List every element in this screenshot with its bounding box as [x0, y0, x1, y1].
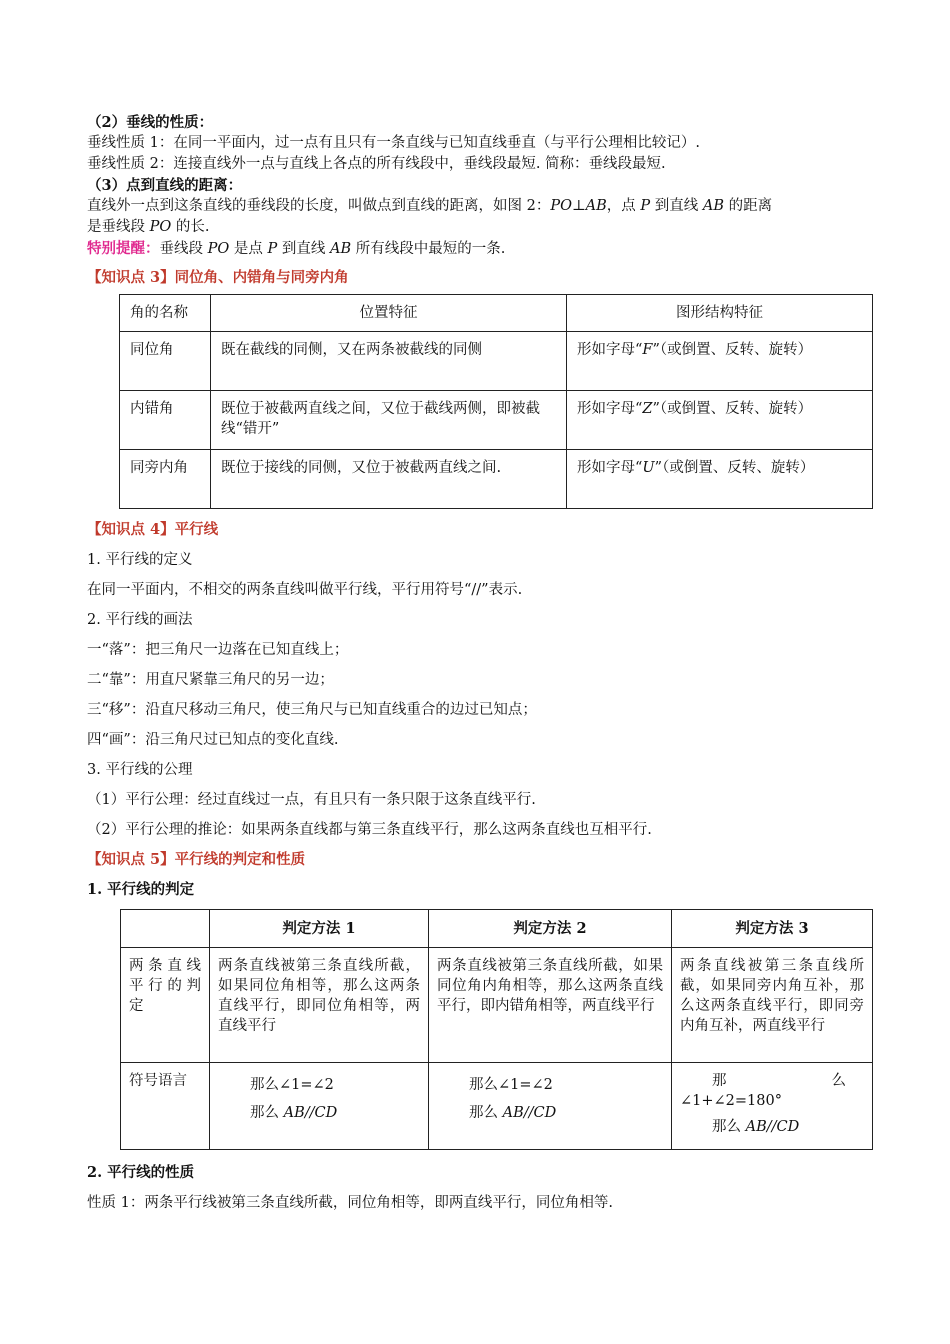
row-label: 两条直线平行的判定: [121, 948, 210, 1063]
distance-heading: （3）点到直线的距离：: [87, 177, 243, 194]
angle-name: 内错角: [120, 391, 211, 450]
draw-step: 四“画”：沿三角尺过已知点的变化直线.: [87, 732, 339, 748]
angle-position: 既在截线的同侧，又在两条被截线的同侧: [211, 332, 567, 391]
symbol-condition-line1: 那 么: [712, 1073, 846, 1089]
kp4-def-title: 1. 平行线的定义: [87, 552, 193, 568]
table-header: 图形结构特征: [567, 295, 873, 332]
kp5-judge-title: 1. 平行线的判定: [87, 881, 195, 898]
angle-shape: 形如字母“Z”（或倒置、反转、旋转）: [567, 391, 873, 450]
draw-step: 二“靠”：用直尺紧靠三角尺的另一边；: [87, 672, 334, 688]
draw-step: 三“移”：沿直尺移动三角尺，使三角尺与已知直线重合的边过已知点；: [87, 702, 537, 718]
symbol-conclusion: 那么 AB//CD: [250, 1105, 338, 1121]
kp5-prop-title: 2. 平行线的性质: [87, 1164, 195, 1181]
judge-method-text: 两条直线被第三条直线所截，如果同位角相等，那么这两条直线平行，即同位角相等，两直线平行: [210, 948, 429, 1063]
angle-position: 既位于被截两直线之间，又位于截线两侧，即被截线“错开”: [211, 391, 567, 450]
table-row: [121, 948, 873, 1063]
perp-property-1: 垂线性质 1：在同一平面内，过一点有且只有一条直线与已知直线垂直（与平行公理相比较记）.: [87, 135, 700, 151]
judgement-table: [120, 909, 873, 1150]
distance-text-line1: 直线外一点到这条直线的垂线段的长度，叫做点到直线的距离，如图 2：PO⊥AB，点 P 到直线 AB 的距离: [87, 198, 773, 214]
perp-property-2: 垂线性质 2：连接直线外一点与直线上各点的所有线段中，垂线段最短. 简称：垂线段最短.: [87, 156, 666, 172]
kp4-draw-title: 2. 平行线的画法: [87, 612, 193, 628]
symbol-condition: 那么∠1=∠2: [469, 1077, 553, 1093]
symbol-cell: [672, 1063, 873, 1150]
kp4-def-text: 在同一平面内，不相交的两条直线叫做平行线，平行用符号“//”表示.: [87, 582, 523, 598]
kp4-axiom-1: （1）平行公理：经过直线过一点，有且只有一条只限于这条直线平行.: [87, 792, 536, 808]
kp5-prop-1: 性质 1：两条平行线被第三条直线所截，同位角相等，即两直线平行，同位角相等.: [87, 1195, 613, 1211]
kp5-title: 【知识点 5】平行线的判定和性质: [87, 851, 306, 868]
judge-method-text: 两条直线被第三条直线所截，如果同位角内角相等，那么这两条直线平行，即内错角相等，两直线平行: [429, 948, 672, 1063]
judge-method-text: 两条直线被第三条直线所截，如果同旁内角互补，那么这两条直线平行，即同旁内角互补，两直线平行: [672, 948, 873, 1063]
symbol-cell: [210, 1063, 429, 1150]
symbol-cell: [429, 1063, 672, 1150]
table-header: 角的名称: [120, 295, 211, 332]
kp4-title: 【知识点 4】平行线: [87, 521, 219, 538]
kp4-axiom-title: 3. 平行线的公理: [87, 762, 193, 778]
table-row: [120, 391, 873, 450]
document-page: [87, 112, 873, 1218]
angle-shape: 形如字母“U”（或倒置、反转、旋转）: [567, 450, 873, 509]
angle-position: 既位于接线的同侧，又位于被截两直线之间.: [211, 450, 567, 509]
perp-property-heading: （2）垂线的性质：: [87, 114, 214, 131]
symbol-condition: 那么∠1=∠2: [250, 1077, 334, 1093]
table-row: [121, 1063, 873, 1150]
table-row: [120, 450, 873, 509]
symbol-condition-line2: ∠1+∠2=180°: [680, 1093, 782, 1109]
distance-text-line2: 是垂线段 PO 的长.: [87, 219, 210, 235]
angle-name: 同旁内角: [120, 450, 211, 509]
table-header: [121, 910, 210, 948]
symbol-conclusion: 那么 AB//CD: [712, 1119, 800, 1135]
table-header: 判定方法 3: [672, 910, 873, 948]
table-header: 判定方法 1: [210, 910, 429, 948]
symbol-conclusion: 那么 AB//CD: [469, 1105, 557, 1121]
table-row: [120, 332, 873, 391]
row-label: 符号语言: [121, 1063, 210, 1150]
special-tip: 特别提醒：垂线段 PO 是点 P 到直线 AB 所有线段中最短的一条.: [87, 240, 506, 257]
table-header: 判定方法 2: [429, 910, 672, 948]
angle-name: 同位角: [120, 332, 211, 391]
draw-step: 一“落”：把三角尺一边落在已知直线上；: [87, 642, 349, 658]
table-header-row: [121, 910, 873, 948]
table-header-row: [120, 295, 873, 332]
tip-label: 特别提醒：: [87, 240, 160, 257]
angles-table: [119, 294, 873, 509]
table-header: 位置特征: [211, 295, 567, 332]
kp4-axiom-2: （2）平行公理的推论：如果两条直线都与第三条直线平行，那么这两条直线也互相平行.: [87, 822, 652, 838]
angle-shape: 形如字母“F”（或倒置、反转、旋转）: [567, 332, 873, 391]
kp3-title: 【知识点 3】同位角、内错角与同旁内角: [87, 269, 349, 286]
